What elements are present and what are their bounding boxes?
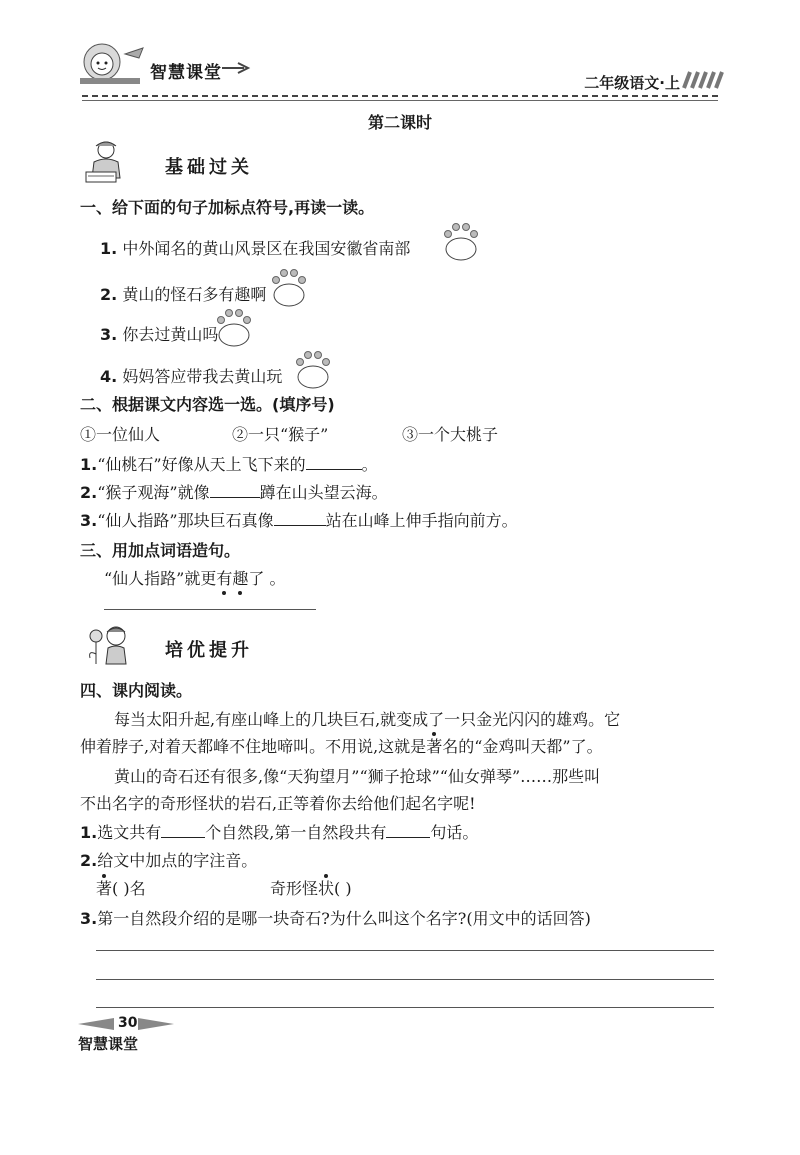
- q1-item-1: 1. 中外闻名的黄山风景区在我国安徽省南部: [100, 239, 411, 258]
- q2-item-1: 1.“仙桃石”好像从天上飞下来的 。: [80, 455, 378, 474]
- paw-answer-box-3[interactable]: [213, 308, 255, 348]
- header-brand: 智慧课堂: [150, 63, 222, 83]
- q1-item-2: 2. 黄山的怪石多有趣啊: [100, 285, 267, 304]
- passage-dotted-char: 著: [426, 737, 443, 756]
- q3-dotted-char-2: 趣: [232, 569, 249, 588]
- paw-answer-box-1[interactable]: [440, 222, 482, 262]
- q3-answer-line[interactable]: [104, 609, 316, 610]
- footer-brand: 智慧课堂: [78, 1035, 139, 1053]
- lesson-title: 第二课时: [367, 113, 432, 132]
- q4-sub2-dotted-char-1: 著: [96, 879, 113, 898]
- header-divider: [82, 95, 718, 97]
- q4-sub2-choice-1: 著( )名: [96, 879, 146, 898]
- passage-p1-line2: 伸着脖子,对着天都峰不住地啼叫。不用说,这就是著名的“金鸡叫天都”了。: [80, 737, 603, 756]
- q4-sub2-choice-2: 奇形怪状( ): [270, 879, 352, 898]
- passage-p2-line2: 不出名字的奇形怪状的岩石,正等着你去给他们起名字呢!: [80, 794, 476, 813]
- paw-answer-box-4[interactable]: [292, 350, 334, 390]
- q3-dotted-char-1: 有: [216, 569, 233, 588]
- girl-flower-icon: [82, 622, 134, 668]
- q4-answer-line-2[interactable]: [96, 979, 714, 980]
- q2-blank-1[interactable]: [306, 455, 362, 470]
- q4-answer-line-3[interactable]: [96, 1007, 714, 1008]
- header-arrow-icon: [222, 62, 252, 74]
- passage-p1-line1: 每当太阳升起,有座山峰上的几块巨石,就变成了一只金光闪闪的雄鸡。它: [114, 710, 621, 729]
- q2-heading: 二、根据课文内容选一选。(填序号): [80, 395, 335, 414]
- q2-option-3: ③一个大桃子: [402, 425, 499, 444]
- q4-sub1: 1.选文共有 个自然段,第一自然段共有 句话。: [80, 823, 479, 842]
- q4-sub3: 3.第一自然段介绍的是哪一块奇石?为什么叫这个名字?(用文中的话回答): [80, 909, 591, 928]
- reading-boy-icon: [82, 138, 134, 188]
- q1-item-4: 4. 妈妈答应带我去黄山玩: [100, 367, 283, 386]
- header-grade: 二年级语文·上: [584, 74, 680, 92]
- q1-item-3: 3. 你去过黄山吗: [100, 325, 219, 344]
- passage-p2-line1: 黄山的奇石还有很多,像“天狗望月”“狮子抢球”“仙女弹琴”……那些叫: [114, 767, 601, 786]
- q2-item-3: 3.“仙人指路”那块巨石真像 站在山峰上伸手指向前方。: [80, 511, 518, 530]
- q3-sentence: “仙人指路”就更有趣了 。: [104, 569, 286, 588]
- q2-item-2: 2.“猴子观海”就像 蹲在山头望云海。: [80, 483, 388, 502]
- q1-heading: 一、给下面的句子加标点符号,再读一读。: [80, 198, 375, 217]
- header-mascot-icon: [70, 40, 150, 90]
- paw-answer-box-2[interactable]: [268, 268, 310, 308]
- q2-option-2: ②一只“猴子”: [232, 425, 329, 444]
- q2-blank-3[interactable]: [274, 511, 326, 526]
- q2-blank-2[interactable]: [210, 483, 260, 498]
- q2-option-1: ①一位仙人: [80, 425, 161, 444]
- header-divider-solid: [82, 100, 718, 101]
- header-stripes-icon: [680, 70, 724, 90]
- q4-blank-1[interactable]: [161, 823, 205, 838]
- section-advanced-title: 培优提升: [165, 640, 253, 661]
- q4-heading: 四、课内阅读。: [80, 681, 193, 700]
- q4-blank-2[interactable]: [386, 823, 430, 838]
- q4-answer-line-1[interactable]: [96, 950, 714, 951]
- q4-sub2-dotted-char-2: 状: [318, 879, 335, 898]
- section-basic-title: 基础过关: [165, 157, 253, 178]
- page-number: 30: [118, 1015, 138, 1031]
- q4-sub2: 2.给文中加点的字注音。: [80, 851, 258, 870]
- q3-heading: 三、用加点词语造句。: [80, 541, 241, 560]
